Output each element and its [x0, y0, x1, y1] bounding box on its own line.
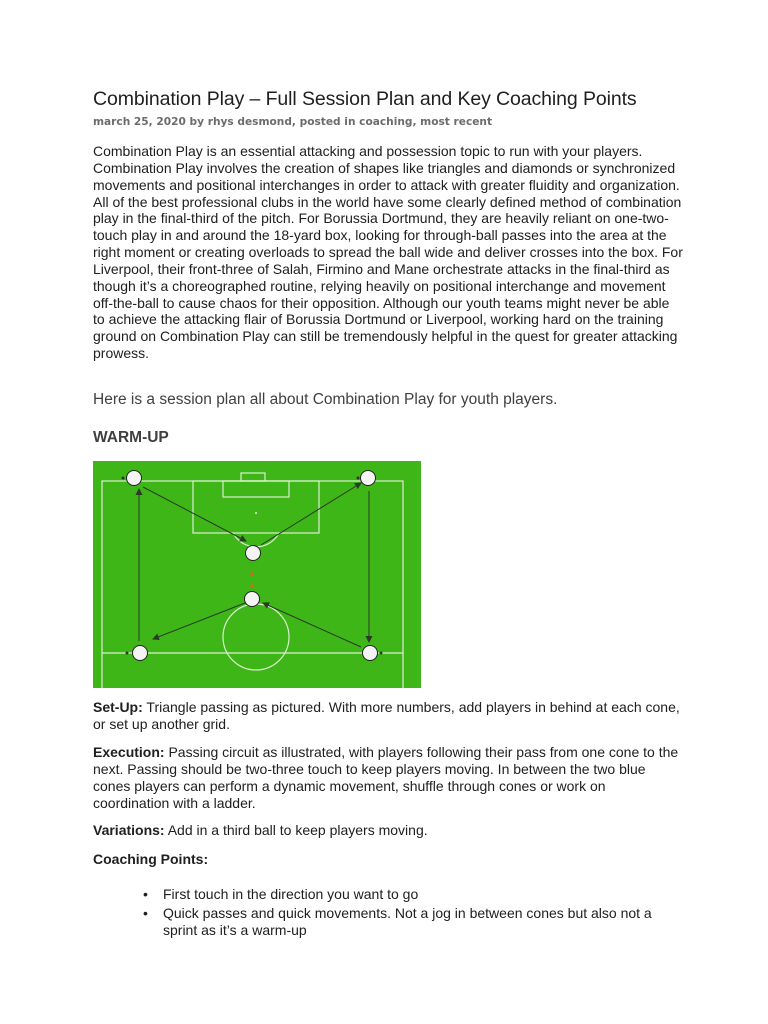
setup-paragraph — [93, 699, 683, 733]
center-circle — [223, 604, 289, 670]
bullet-icon: • — [143, 886, 148, 902]
passing-arrows — [139, 483, 369, 647]
list-item — [93, 886, 683, 903]
variations-label: Variations: — [93, 822, 165, 838]
player-bottom-left — [133, 646, 148, 661]
orange-cone — [250, 572, 253, 575]
arrow-bottomright-to-center — [263, 603, 361, 647]
orange-cone — [250, 584, 253, 587]
penalty-arc — [233, 533, 279, 547]
variations-paragraph — [93, 822, 683, 839]
coaching-points-list — [93, 886, 683, 941]
players — [127, 471, 378, 661]
setup-label: Set-Up: — [93, 699, 143, 715]
warmup-diagram — [93, 461, 421, 688]
page-title: Combination Play – Full Session Plan and Key Coaching Points — [93, 88, 637, 110]
setup-text: Triangle passing as pictured. With more numbers, add players in behind at each cone, or set up another grid. — [93, 699, 680, 732]
six-yard-box — [223, 481, 289, 497]
lead-sentence: Here is a session plan all about Combination Play for youth players. — [93, 391, 558, 408]
pitch-diagram-svg — [93, 461, 421, 688]
execution-text: Passing circuit as illustrated, with players following their pass from one cone to the next. Passing should be two-three touch to keep players moving. In between the two blue cones players can perform a dynamic movement, shuffle through cones or work on coordination with a ladder. — [93, 744, 679, 811]
list-item — [93, 905, 683, 939]
variations-text: Add in a third ball to keep players moving. — [164, 822, 428, 838]
player-top-center — [246, 546, 261, 561]
intro-paragraph: Combination Play is an essential attacking and possession topic to run with your players. Combination Play involves the creation of shapes like triangles and diamonds or synchronized movements and positional interchanges in order to attack with greater fluidity and organization. All of the best professional clubs in the world have some clearly defined method of combination play in the final-third of the pitch. For Borussia Dortmund, they are heavily reliant on one-two-touch play in and around the 18-yard box, looking for through-ball passes into the area at the right moment or creating overloads to spread the ball wide and deliver crosses into the box. For Liverpool, their front-three of Salah, Firmino and Mane orchestrate attacks in the final-third as though it’s a choreographed routine, relying heavily on positional interchange and movement off-the-ball to cause chaos for their opposition. Although our youth teams might never be able to achieve the attacking flair of Borussia Dortmund or Liverpool, working hard on the training ground on Combination Play can still be tremendously helpful in the quest for greater attacking prowess. — [93, 143, 683, 362]
arrow-top-center-to-topright — [261, 483, 361, 545]
warmup-heading: WARM-UP — [93, 429, 169, 446]
article-meta: march 25, 2020 by rhys desmond, posted in coaching, most recent — [93, 116, 493, 128]
penalty-spot — [255, 512, 257, 514]
bullet-icon: • — [143, 904, 148, 921]
coaching-points-heading: Coaching Points: — [93, 851, 209, 867]
coaching-point-text: First touch in the direction you want to go — [163, 886, 419, 902]
player-center — [245, 592, 260, 607]
coaching-point-text: Quick passes and quick movements. Not a jog in between cones but also not a sprint as it’s a warm-up — [163, 904, 652, 938]
player-top-left — [127, 471, 142, 486]
dark-cone — [357, 477, 360, 480]
dark-cone — [380, 652, 383, 655]
penalty-box — [193, 481, 319, 533]
player-bottom-right — [363, 646, 378, 661]
dark-cone — [126, 652, 129, 655]
execution-label: Execution: — [93, 744, 165, 760]
arrow-center-to-bottomleft — [153, 603, 245, 639]
player-top-right — [361, 471, 376, 486]
execution-paragraph — [93, 744, 683, 811]
dark-cone — [122, 477, 125, 480]
goal — [241, 473, 265, 481]
